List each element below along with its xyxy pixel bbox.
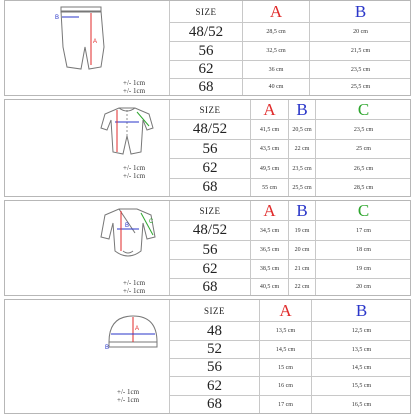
size-value: 56: [202, 140, 218, 157]
value-a: 41,5 cm: [250, 120, 288, 139]
size-value: 62: [207, 377, 222, 394]
value-b: 15,5 cm: [311, 377, 411, 395]
svg-text:B: B: [105, 345, 110, 351]
size-value: 68: [202, 278, 218, 295]
value-b: 22 cm: [288, 140, 315, 158]
size-value: 62: [202, 260, 218, 277]
col-header-b: B: [288, 100, 315, 119]
svg-text:A: A: [135, 326, 140, 332]
value-b: 19 cm: [288, 221, 315, 240]
col-header-b: B: [288, 201, 315, 220]
col-header-a: A: [250, 100, 288, 119]
table-row: [170, 79, 410, 95]
header-row: [170, 1, 410, 23]
table-row: [170, 61, 410, 79]
tolerance-note: +/- 1cm +/- 1cm: [117, 388, 140, 404]
size-grid: [170, 1, 410, 95]
size-table-bodysuit: [4, 200, 411, 296]
value-b: 20 cm: [309, 23, 411, 41]
value-a: 16 cm: [259, 377, 311, 395]
size-table-sleepsuit: [4, 99, 411, 197]
size-value: 62: [202, 160, 218, 176]
value-c: 25 cm: [315, 140, 411, 158]
col-header-a: A: [259, 300, 311, 321]
header-row: [170, 201, 410, 221]
header-row: [170, 300, 410, 322]
value-a: 36,5 cm: [250, 241, 288, 259]
size-value: 48/52: [192, 121, 228, 137]
table-row: [170, 179, 410, 196]
col-header-c: C: [315, 201, 411, 220]
value-b: 14,5 cm: [311, 359, 411, 376]
value-a: 14,5 cm: [259, 341, 311, 358]
size-value: 56: [202, 241, 218, 258]
header-row: [170, 100, 410, 120]
value-c: 18 cm: [315, 241, 411, 259]
table-row: [170, 42, 410, 61]
value-b: 25,5 cm: [288, 179, 315, 196]
table-row: [170, 241, 410, 260]
value-a: 38,5 cm: [250, 260, 288, 278]
table-row: [170, 396, 410, 413]
size-grid: [170, 100, 410, 196]
size-value: 48: [207, 322, 222, 339]
col-header-a: A: [250, 201, 288, 220]
value-c: 26,5 cm: [315, 159, 411, 178]
size-value: 52: [207, 341, 222, 357]
sleepsuit-illustration: [97, 102, 157, 160]
table-row: [170, 341, 410, 359]
value-a: 40 cm: [242, 79, 309, 95]
size-value: 68: [207, 396, 222, 412]
value-b: 25,5 cm: [309, 79, 411, 95]
size-value: 62: [198, 61, 214, 77]
value-a: 40,5 cm: [250, 279, 288, 295]
hat-illustration: [101, 312, 165, 352]
tolerance-note: +/- 1cm +/- 1cm: [123, 164, 146, 180]
size-header: SIZE: [199, 104, 221, 115]
value-a: 49,5 cm: [250, 159, 288, 178]
size-value: 56: [207, 359, 222, 375]
bodysuit-illustration: [99, 205, 157, 263]
col-header-c: C: [315, 100, 411, 119]
size-value: 68: [202, 179, 218, 195]
value-b: 23,5 cm: [309, 61, 411, 78]
value-a: 15 cm: [259, 359, 311, 376]
value-c: 28,5 cm: [315, 179, 411, 196]
value-c: 23,5 cm: [315, 120, 411, 139]
illustration-area: [5, 201, 170, 295]
value-b: 21 cm: [288, 260, 315, 278]
size-value: 68: [198, 78, 214, 95]
table-row: [170, 279, 410, 295]
table-row: [170, 140, 410, 159]
table-row: [170, 377, 410, 396]
svg-text:B: B: [55, 15, 60, 21]
table-row: [170, 120, 410, 140]
tolerance-note: +/- 1cm +/- 1cm: [123, 279, 146, 295]
value-b: 21,5 cm: [309, 42, 411, 60]
size-header: SIZE: [199, 205, 221, 216]
col-header-b: B: [309, 1, 411, 22]
size-grid: [170, 300, 410, 413]
value-c: 19 cm: [315, 260, 411, 278]
size-value: 48/52: [192, 222, 228, 238]
size-grid: [170, 201, 410, 295]
value-c: 17 cm: [315, 221, 411, 240]
value-a: 17 cm: [259, 396, 311, 413]
value-b: 22 cm: [288, 279, 315, 295]
value-b: 16,5 cm: [311, 396, 411, 413]
table-row: [170, 322, 410, 341]
value-a: 32,5 cm: [242, 42, 309, 60]
table-row: [170, 159, 410, 179]
illustration-area: [5, 1, 170, 95]
value-a: 55 cm: [250, 179, 288, 196]
value-b: 20 cm: [288, 241, 315, 259]
size-table-pants: [4, 0, 411, 96]
table-row: [170, 221, 410, 241]
tolerance-note: +/- 1cm +/- 1cm: [123, 79, 146, 95]
value-a: 43,5 cm: [250, 140, 288, 158]
table-row: [170, 23, 410, 42]
value-a: 36 cm: [242, 61, 309, 78]
col-header-b: B: [311, 300, 411, 321]
size-table-hat: [4, 299, 411, 414]
illustration-area: [5, 300, 170, 413]
table-row: [170, 260, 410, 279]
svg-text:C: C: [149, 219, 154, 225]
value-b: 13,5 cm: [311, 341, 411, 358]
value-a: 13,5 cm: [259, 322, 311, 340]
size-value: 56: [198, 42, 214, 59]
value-b: 20,5 cm: [288, 120, 315, 139]
illustration-area: [5, 100, 170, 196]
value-c: 20 cm: [315, 279, 411, 295]
size-header: SIZE: [195, 6, 217, 17]
size-header: SIZE: [204, 305, 225, 316]
col-header-a: A: [242, 1, 309, 22]
value-a: 34,5 cm: [250, 221, 288, 240]
svg-text:B: B: [125, 223, 130, 229]
svg-text:A: A: [93, 39, 98, 45]
value-b: 12,5 cm: [311, 322, 411, 340]
pants-illustration: [41, 3, 131, 75]
table-row: [170, 359, 410, 377]
size-value: 48/52: [188, 23, 224, 40]
value-a: 28,5 cm: [242, 23, 309, 41]
value-b: 23,5 cm: [288, 159, 315, 178]
